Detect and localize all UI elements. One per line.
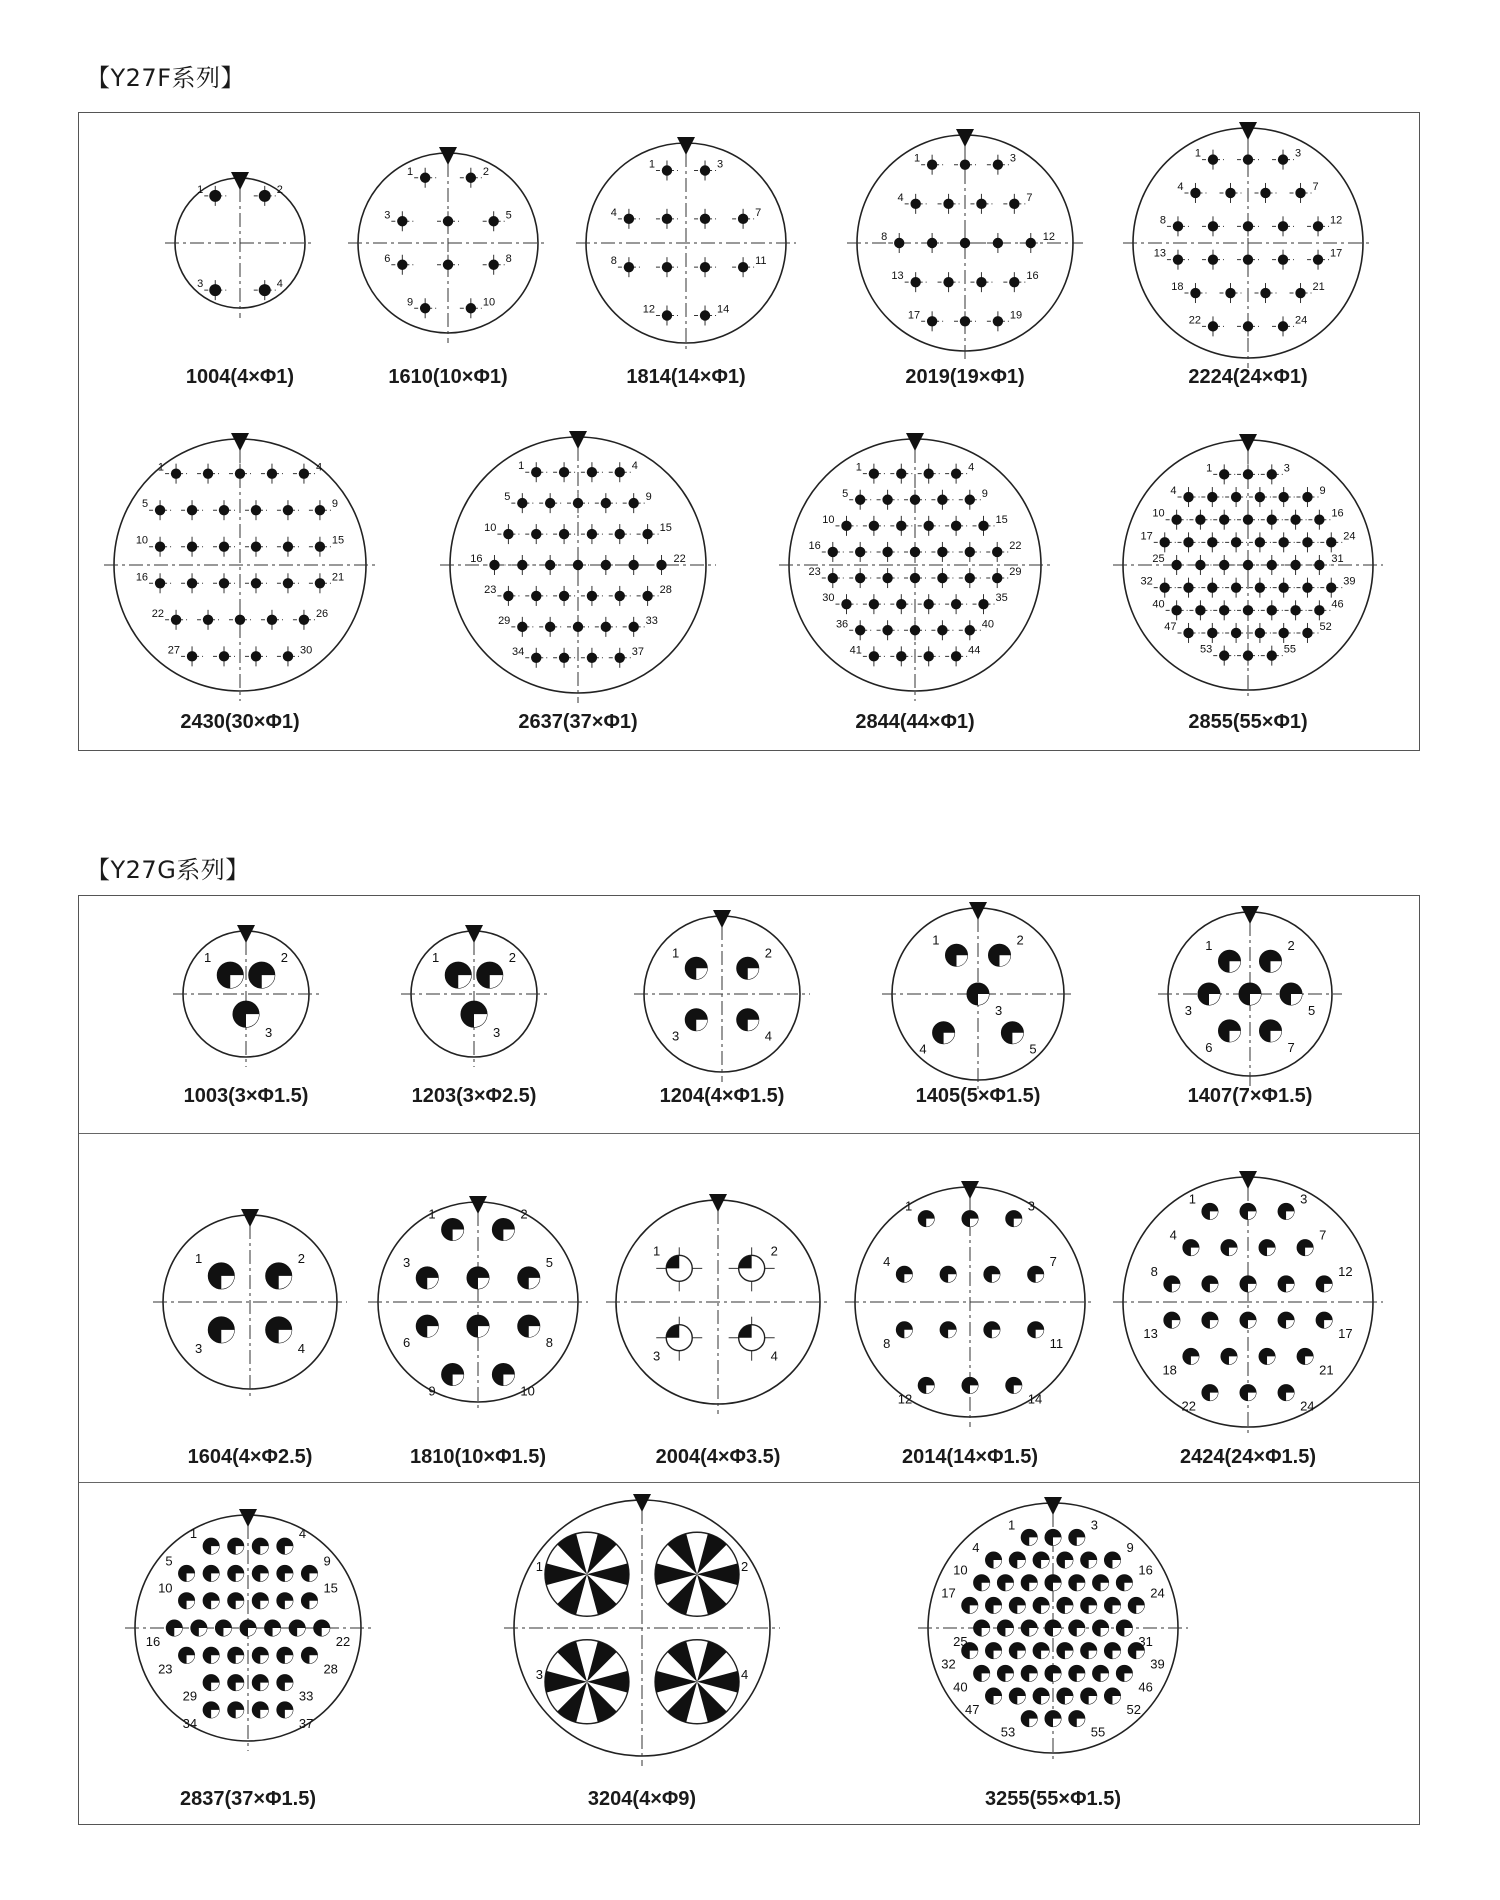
socket-fill	[1017, 1651, 1025, 1659]
pin-number-label: 1	[1007, 1517, 1016, 1533]
pin-number-label: 33	[645, 614, 658, 627]
pin-number-label: 24	[1300, 1398, 1315, 1414]
pin-number-label: 46	[1138, 1679, 1153, 1695]
connector-model-caption: 2837(37×Φ1.5)	[180, 1788, 316, 1810]
pin-number-label: 16	[1026, 270, 1039, 283]
pin-number-label: 17	[1330, 247, 1343, 260]
pin-number-label: 17	[907, 309, 921, 322]
pin-number-label: 1	[648, 158, 655, 171]
pin-number-label: 2	[770, 1243, 778, 1259]
pin-number-label: 44	[968, 644, 981, 657]
pin-number-label: 25	[1152, 553, 1165, 565]
pin-number-label: 4	[298, 1526, 307, 1542]
pin-number-label: 10	[822, 513, 835, 526]
pin-number-label: 22	[1188, 314, 1201, 327]
pin-number-label: 15	[331, 534, 345, 547]
pin-number-label: 9	[331, 498, 339, 511]
connector-model-caption: 2430(30×Φ1)	[180, 711, 300, 733]
pin-number-label: 5	[165, 1553, 173, 1569]
socket-fill	[1017, 1605, 1025, 1613]
pin-number-label: 3	[265, 1025, 273, 1041]
pin-number-label: 9	[407, 296, 414, 309]
pin-number-label: 1	[932, 932, 940, 948]
pin-number-label: 37	[631, 645, 645, 658]
socket-fill	[1101, 1583, 1109, 1591]
socket-fill	[1112, 1651, 1120, 1659]
pin-number-label: 1	[535, 1559, 543, 1575]
pin-number-label: 1	[518, 460, 525, 473]
socket-fill	[1053, 1537, 1061, 1545]
pin-number-label: 9	[981, 487, 988, 500]
pin-number-label: 18	[1162, 1362, 1177, 1378]
pin-number-label: 1	[672, 945, 680, 961]
pin-number-label: 52	[1126, 1701, 1141, 1717]
pin-number-label: 1	[1194, 147, 1201, 160]
socket-fill	[1029, 1628, 1037, 1636]
socket-fill	[994, 1560, 1002, 1568]
socket-fill	[1089, 1560, 1097, 1568]
pin-number-label: 24	[1295, 314, 1308, 327]
pin-number-label: 30	[299, 644, 313, 657]
pin-number-label: 8	[883, 1335, 891, 1351]
connector-model-caption: 1204(4×Φ1.5)	[659, 1085, 785, 1107]
connector-model-caption: 2844(44×Φ1)	[855, 711, 975, 733]
pin-number-label: 10	[482, 296, 496, 309]
socket-fill	[1053, 1583, 1061, 1591]
socket-fill	[982, 1628, 990, 1636]
socket-fill	[1112, 1605, 1120, 1613]
pin-number-label: 2	[297, 1250, 305, 1266]
pin-number-label: 41	[849, 644, 862, 657]
pin-number-label: 7	[1049, 1254, 1057, 1270]
socket-fill	[982, 1673, 990, 1681]
pin-number-label: 28	[323, 1661, 338, 1677]
socket-fill	[1077, 1673, 1085, 1681]
pin-number-label: 46	[1331, 598, 1344, 611]
pin-number-label: 4	[276, 278, 283, 291]
pin-number-label: 16	[470, 553, 483, 565]
pin-number-label: 30	[822, 592, 835, 605]
pin-number-label: 35	[995, 592, 1008, 605]
socket-fill	[1017, 1560, 1025, 1568]
pin-number-label: 7	[1312, 180, 1319, 193]
series-title-y27f: 【Y27F系列】	[86, 64, 246, 92]
pin-number-label: 53	[1000, 1724, 1016, 1740]
pin-number-label: 2	[508, 950, 516, 966]
socket-fill	[1029, 1537, 1037, 1545]
pin-number-label: 17	[1140, 530, 1153, 543]
socket-fill	[1065, 1651, 1073, 1659]
pin-number-label: 9	[1126, 1540, 1134, 1556]
pin-number-label: 6	[403, 1335, 411, 1351]
pin-number-label: 13	[1143, 1326, 1158, 1342]
pin-number-label: 15	[659, 522, 672, 535]
pin-number-label: 26	[315, 607, 329, 620]
pin-number-label: 2	[276, 183, 283, 196]
connector-model-caption: 1814(14×Φ1)	[626, 366, 746, 388]
pin-number-label: 11	[755, 255, 767, 268]
pin-number-label: 16	[145, 1634, 161, 1649]
pin-number-label: 47	[1164, 620, 1177, 633]
pin-number-label: 34	[511, 645, 525, 658]
pin-number-label: 3	[384, 209, 391, 222]
socket-fill	[1041, 1696, 1049, 1704]
pin-number-label: 3	[403, 1254, 411, 1270]
pin-number-label: 9	[1319, 485, 1326, 498]
socket-fill	[994, 1651, 1002, 1659]
pin-number-label: 4	[764, 1028, 772, 1044]
connector-model-caption: 2019(19×Φ1)	[905, 366, 1025, 388]
pin-number-label: 1	[432, 950, 440, 966]
socket-fill	[1029, 1673, 1037, 1681]
pin-number-label: 31	[1138, 1634, 1153, 1649]
pin-number-label: 10	[158, 1580, 173, 1596]
pin-number-label: 12	[897, 1391, 913, 1407]
pin-number-label: 5	[505, 209, 512, 222]
socket-fill	[1065, 1560, 1073, 1568]
connector-model-caption: 2224(24×Φ1)	[1188, 366, 1308, 388]
pin-number-label: 55	[1283, 643, 1297, 656]
pin-number-label: 10	[484, 522, 497, 535]
socket-fill	[1005, 1628, 1013, 1636]
pin-number-label: 25	[953, 1634, 968, 1649]
pin-number-label: 40	[981, 618, 995, 631]
pin-number-label: 6	[1205, 1039, 1213, 1055]
pin-number-label: 28	[659, 583, 672, 596]
pin-number-label: 53	[1199, 643, 1213, 656]
pin-number-label: 16	[808, 539, 821, 552]
pin-number-label: 16	[135, 571, 149, 584]
pin-number-label: 4	[883, 1254, 891, 1270]
pin-number-label: 3	[1300, 1191, 1308, 1207]
pin-number-label: 10	[1152, 507, 1165, 520]
pin-number-label: 1	[1205, 938, 1213, 954]
pin-number-label: 9	[323, 1553, 331, 1569]
pin-number-label: 3	[653, 1348, 661, 1364]
pin-number-label: 34	[182, 1715, 198, 1731]
pin-number-label: 12	[642, 303, 655, 316]
pin-number-label: 3	[717, 158, 724, 171]
pin-number-label: 7	[1026, 191, 1033, 204]
pin-number-label: 16	[1138, 1562, 1153, 1578]
pin-number-label: 22	[673, 553, 686, 565]
pin-number-label: 3	[195, 1340, 203, 1356]
pin-number-label: 21	[331, 571, 345, 584]
pin-number-label: 1	[195, 1250, 203, 1266]
socket-fill	[1077, 1537, 1085, 1545]
socket-fill	[1077, 1628, 1085, 1636]
pin-number-label: 1	[904, 1198, 913, 1214]
socket-fill	[1101, 1628, 1109, 1636]
socket-fill	[1053, 1628, 1061, 1636]
pin-number-label: 6	[384, 252, 391, 265]
pin-number-label: 1	[197, 183, 204, 196]
pin-number-label: 8	[1150, 1263, 1158, 1279]
connector-model-caption: 1604(4×Φ2.5)	[187, 1446, 313, 1468]
pin-number-label: 3	[197, 278, 204, 291]
pin-number-label: 5	[1308, 1003, 1316, 1018]
socket-fill	[970, 1651, 978, 1659]
pin-number-label: 3	[1090, 1517, 1099, 1533]
connector-model-caption: 1407(7×Φ1.5)	[1187, 1085, 1313, 1107]
pin-number-label: 1	[653, 1243, 661, 1259]
pin-number-label: 10	[953, 1562, 968, 1578]
pin-number-label: 8	[881, 231, 888, 243]
pin-number-label: 10	[520, 1383, 535, 1399]
socket-fill	[1089, 1696, 1097, 1704]
pin-number-label: 31	[1331, 553, 1344, 565]
pin-number-label: 29	[182, 1688, 198, 1704]
pin-number-label: 33	[298, 1688, 314, 1704]
pin-number-label: 21	[1319, 1362, 1334, 1378]
pin-number-label: 4	[315, 461, 323, 474]
connector-model-caption: 1405(5×Φ1.5)	[915, 1085, 1041, 1107]
socket-fill	[1077, 1583, 1085, 1591]
pin-number-label: 4	[1169, 1227, 1177, 1243]
pin-number-label: 40	[953, 1679, 968, 1695]
pin-number-label: 55	[1090, 1724, 1106, 1740]
socket-fill	[1089, 1651, 1097, 1659]
pin-number-label: 7	[1319, 1227, 1327, 1243]
pin-number-label: 2	[482, 165, 489, 178]
pin-number-label: 2	[741, 1559, 749, 1575]
pin-number-label: 3	[535, 1666, 543, 1682]
socket-fill	[1136, 1651, 1144, 1659]
pin-number-label: 8	[1159, 214, 1166, 227]
socket-fill	[1053, 1719, 1061, 1727]
connector-model-caption: 1810(10×Φ1.5)	[410, 1446, 546, 1468]
pin-number-label: 13	[891, 270, 904, 283]
socket-fill	[1124, 1628, 1132, 1636]
pin-number-label: 19	[1009, 309, 1023, 322]
pin-number-label: 27	[167, 644, 181, 657]
socket-fill	[994, 1696, 1002, 1704]
pin-number-label: 23	[808, 566, 821, 579]
pin-number-label: 1	[1188, 1191, 1196, 1207]
pin-number-label: 9	[645, 491, 652, 504]
pin-number-label: 4	[770, 1348, 778, 1364]
socket-fill	[1029, 1583, 1037, 1591]
connector-model-caption: 2004(4×Φ3.5)	[655, 1446, 781, 1468]
pin-number-label: 4	[897, 191, 904, 204]
pin-number-label: 21	[1312, 281, 1325, 294]
pin-number-label: 10	[135, 534, 149, 547]
pin-number-label: 4	[972, 1540, 980, 1556]
pin-number-label: 13	[1153, 247, 1166, 260]
socket-fill	[1065, 1605, 1073, 1613]
pin-number-label: 5	[504, 491, 511, 504]
pin-number-label: 4	[919, 1041, 927, 1057]
pin-number-label: 14	[1027, 1391, 1043, 1407]
socket-fill	[982, 1583, 990, 1591]
pin-number-label: 3	[493, 1025, 501, 1041]
pin-number-label: 37	[298, 1715, 314, 1731]
connector-model-caption: 2014(14×Φ1.5)	[902, 1446, 1038, 1468]
pin-number-label: 1	[407, 165, 414, 178]
pin-number-label: 24	[1343, 530, 1356, 543]
pin-number-label: 18	[1171, 281, 1184, 294]
pin-number-label: 24	[1150, 1585, 1165, 1601]
pin-number-label: 4	[631, 460, 638, 473]
pin-number-label: 5	[141, 498, 149, 511]
pin-number-label: 15	[323, 1580, 338, 1596]
series-title-y27g: 【Y27G系列】	[86, 856, 250, 884]
connector-model-caption: 1610(10×Φ1)	[388, 366, 508, 388]
pin-number-label: 4	[1177, 180, 1184, 193]
socket-fill	[994, 1605, 1002, 1613]
pin-number-label: 2	[1287, 938, 1295, 954]
pin-number-label: 3	[1283, 462, 1290, 475]
pin-number-label: 3	[995, 1003, 1003, 1018]
pin-number-label: 22	[1181, 1398, 1196, 1414]
pin-number-label: 2	[520, 1206, 528, 1222]
pin-number-label: 23	[158, 1661, 173, 1677]
socket-fill	[1124, 1673, 1132, 1681]
pin-number-label: 12	[1338, 1263, 1353, 1279]
pin-number-label: 3	[672, 1028, 680, 1044]
socket-fill	[1077, 1719, 1085, 1727]
pin-number-label: 1	[1206, 462, 1213, 475]
pin-number-label: 1	[855, 461, 862, 474]
pin-number-label: 14	[717, 303, 730, 316]
pin-number-label: 39	[1343, 575, 1356, 588]
socket-fill	[970, 1605, 978, 1613]
pin-number-label: 5	[1029, 1041, 1037, 1057]
pin-number-label: 3	[1184, 1003, 1192, 1018]
pin-number-label: 4	[741, 1666, 749, 1682]
connector-model-caption: 2424(24×Φ1.5)	[1180, 1446, 1316, 1468]
pin-number-label: 32	[941, 1656, 956, 1672]
pin-number-label: 52	[1319, 620, 1332, 633]
pin-number-label: 11	[1049, 1335, 1064, 1351]
socket-fill	[1089, 1605, 1097, 1613]
pin-number-label: 1	[157, 461, 165, 474]
socket-fill	[1065, 1696, 1073, 1704]
pin-number-label: 17	[941, 1585, 956, 1601]
pin-number-label: 3	[1295, 147, 1302, 160]
pin-number-label: 7	[755, 206, 762, 219]
pin-number-label: 23	[484, 583, 497, 596]
socket-fill	[1053, 1673, 1061, 1681]
pin-number-label: 1	[428, 1206, 436, 1222]
pin-number-label: 12	[1042, 231, 1056, 243]
connector-model-caption: 1203(3×Φ2.5)	[411, 1085, 537, 1107]
socket-fill	[1124, 1583, 1132, 1591]
pin-number-label: 5	[545, 1254, 553, 1270]
pin-number-label: 1	[189, 1526, 198, 1542]
socket-fill	[1029, 1719, 1037, 1727]
pin-number-label: 5	[842, 487, 849, 500]
pin-number-label: 8	[545, 1335, 553, 1351]
pin-number-label: 2	[280, 950, 288, 966]
pin-number-label: 8	[610, 255, 617, 268]
pin-number-label: 32	[1140, 575, 1153, 588]
connector-model-caption: 2855(55×Φ1)	[1188, 711, 1308, 733]
pin-number-label: 16	[1331, 507, 1344, 520]
pin-number-label: 39	[1150, 1656, 1165, 1672]
pin-number-label: 2	[1016, 932, 1024, 948]
pin-number-label: 1	[913, 152, 921, 165]
pin-number-label: 47	[965, 1701, 980, 1717]
socket-fill	[1136, 1605, 1144, 1613]
connector-model-caption: 1004(4×Φ1)	[185, 366, 295, 388]
socket-fill	[1112, 1696, 1120, 1704]
pin-number-label: 40	[1152, 598, 1165, 611]
pin-number-label: 22	[151, 607, 165, 620]
pin-number-label: 3	[1027, 1198, 1036, 1214]
socket-fill	[1101, 1673, 1109, 1681]
pin-number-label: 3	[1009, 152, 1017, 165]
socket-fill	[1041, 1651, 1049, 1659]
pin-number-label: 9	[428, 1383, 436, 1399]
socket-fill	[1041, 1605, 1049, 1613]
pin-number-label: 12	[1330, 214, 1343, 227]
socket-fill	[1005, 1583, 1013, 1591]
pin-number-label: 1	[204, 950, 212, 966]
pin-number-label: 15	[995, 513, 1008, 526]
pin-number-label: 29	[498, 614, 511, 627]
pin-number-label: 22	[335, 1634, 351, 1649]
pin-number-label: 8	[505, 252, 512, 265]
socket-fill	[1112, 1560, 1120, 1568]
pin-number-label: 36	[835, 618, 849, 631]
key-triangle-icon	[1044, 1497, 1062, 1515]
pin-number-label: 22	[1009, 539, 1022, 552]
pin-number-label: 2	[764, 945, 772, 961]
pin-number-label: 4	[297, 1340, 305, 1356]
connector-model-caption: 1003(3×Φ1.5)	[183, 1085, 309, 1107]
connector-model-caption: 3204(4×Φ9)	[587, 1788, 697, 1810]
socket-fill	[1017, 1696, 1025, 1704]
pin-number-label: 17	[1338, 1326, 1353, 1342]
connector-model-caption: 3255(55×Φ1.5)	[985, 1788, 1121, 1810]
pin-number-label: 7	[1287, 1039, 1295, 1055]
pin-number-label: 4	[610, 206, 617, 219]
socket-fill	[1041, 1560, 1049, 1568]
pin-number-label: 4	[968, 461, 975, 474]
connector-model-caption: 2637(37×Φ1)	[518, 711, 638, 733]
socket-fill	[1005, 1673, 1013, 1681]
pin-number-label: 29	[1009, 566, 1022, 579]
pin-number-label: 4	[1170, 485, 1177, 498]
